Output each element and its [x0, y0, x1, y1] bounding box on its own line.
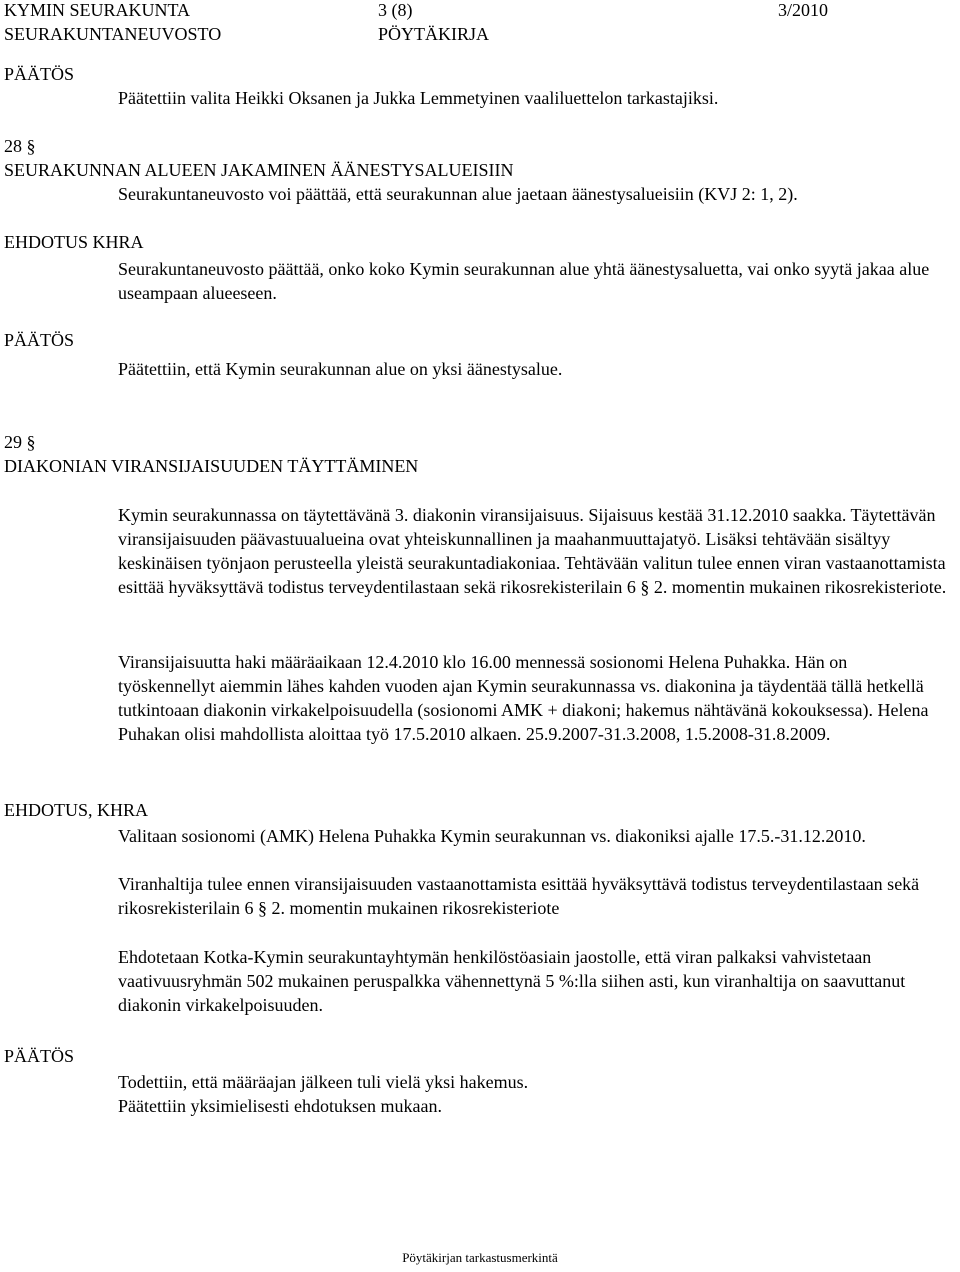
ehdotus-29-paragraph-3: Ehdotetaan Kotka-Kymin seurakuntayhtymän henkilöstöasiain jaostolle, että viran palkaksi vahvistetaan vaativuusryhmän 502 mukainen peruspalkka vähennettynä 5 %:lla siihen asti, kun viranhaltija on saavuttanut diakonin virkakelpoisuuden.: [118, 947, 906, 1015]
section-28-title: SEURAKUNNAN ALUEEN JAKAMINEN ÄÄNESTYSALUEISIIN: [4, 160, 514, 180]
ehdotus-29-paragraph-1: Valitaan sosionomi (AMK) Helena Puhakka Kymin seurakunnan vs. diakoniksi ajalle 17.5.-31.12.2010.: [118, 826, 866, 846]
header-page: 3 (8): [378, 0, 413, 20]
paatos-text-28: Päätettiin, että Kymin seurakunnan alue on yksi äänestysalue.: [118, 359, 563, 379]
section-29-title: DIAKONIAN VIRANSIJAISUUDEN TÄYTTÄMINEN: [4, 456, 419, 476]
section-28-number: 28 §: [4, 136, 36, 156]
ehdotus-label-29: EHDOTUS, KHRA: [4, 800, 148, 820]
header-number: 3/2010: [778, 0, 829, 20]
paatos-29-line-2: Päätettiin yksimielisesti ehdotuksen mukaan.: [118, 1096, 442, 1116]
header-doc-type: PÖYTÄKIRJA: [378, 24, 490, 44]
header-org: KYMIN SEURAKUNTA: [4, 0, 191, 20]
section-28-intro: Seurakuntaneuvosto voi päättää, että seurakunnan alue jaetaan äänestysalueisiin (KVJ 2: 1, 2).: [118, 184, 798, 204]
ehdotus-text-28: Seurakuntaneuvosto päättää, onko koko Kymin seurakunnan alue yhtä äänestysaluetta, vai onko syytä jakaa alue useampaan alueeseen.: [118, 259, 930, 303]
ehdotus-29-paragraph-2: Viranhaltija tulee ennen viransijaisuuden vastaanottamista esittää hyväksyttävä todistus terveydentilastaan sekä rikosrekisterilain 6 § 2. momentin mukainen rikosrekisteriote: [118, 874, 920, 918]
section-29-number: 29 §: [4, 432, 36, 452]
paatos-text-0: Päätettiin valita Heikki Oksanen ja Jukka Lemmetyinen vaaliluettelon tarkastajiksi.: [118, 88, 719, 108]
header-body: SEURAKUNTANEUVOSTO: [4, 24, 222, 44]
paatos-label-29: PÄÄTÖS: [4, 1046, 75, 1066]
paatos-label-0: PÄÄTÖS: [4, 64, 75, 84]
footer-signature-note: Pöytäkirjan tarkastusmerkintä: [402, 1250, 558, 1265]
ehdotus-label-28: EHDOTUS KHRA: [4, 232, 144, 252]
section-29-paragraph-2: Viransijaisuutta haki määräaikaan 12.4.2010 klo 16.00 mennessä sosionomi Helena Puhakka. Hän on työskennellyt aiemmin lähes kahden vuoden ajan Kymin seurakunnassa vs. diakonina ja täydentää tällä hetkellä tutkintoaan diakonin virkakelpoisuudella (sosionomi AMK + diakoni; hakemus nähtävänä kokouksessa). Helena Puhakan olisi mahdollista aloittaa työ 17.5.2010 alkaen. 25.9.2007-31.3.2008, 1.5.2008-31.8.2009.: [118, 652, 929, 744]
paatos-29-line-1: Todettiin, että määräajan jälkeen tuli vielä yksi hakemus.: [118, 1072, 529, 1092]
section-29-paragraph-1: Kymin seurakunnassa on täytettävänä 3. diakonin viransijaisuus. Sijaisuus kestää 31.12.2010 saakka. Täytettävän viransijaisuuden päävastuualueina ovat yhteiskunnallinen ja maahanmuuttajatyö. Lisäksi tehtävään sisältyy keskinäisen työnjaon perusteella yleistä seurakuntadiakoniaa. Tehtävään valitun tulee ennen viran vastaanottamista esittää hyväksyttävä todistus terveydentilastaan sekä rikosrekisterilain 6 § 2. momentin mukainen rikosrekisteriote.: [118, 505, 947, 597]
paatos-label-28: PÄÄTÖS: [4, 330, 75, 350]
